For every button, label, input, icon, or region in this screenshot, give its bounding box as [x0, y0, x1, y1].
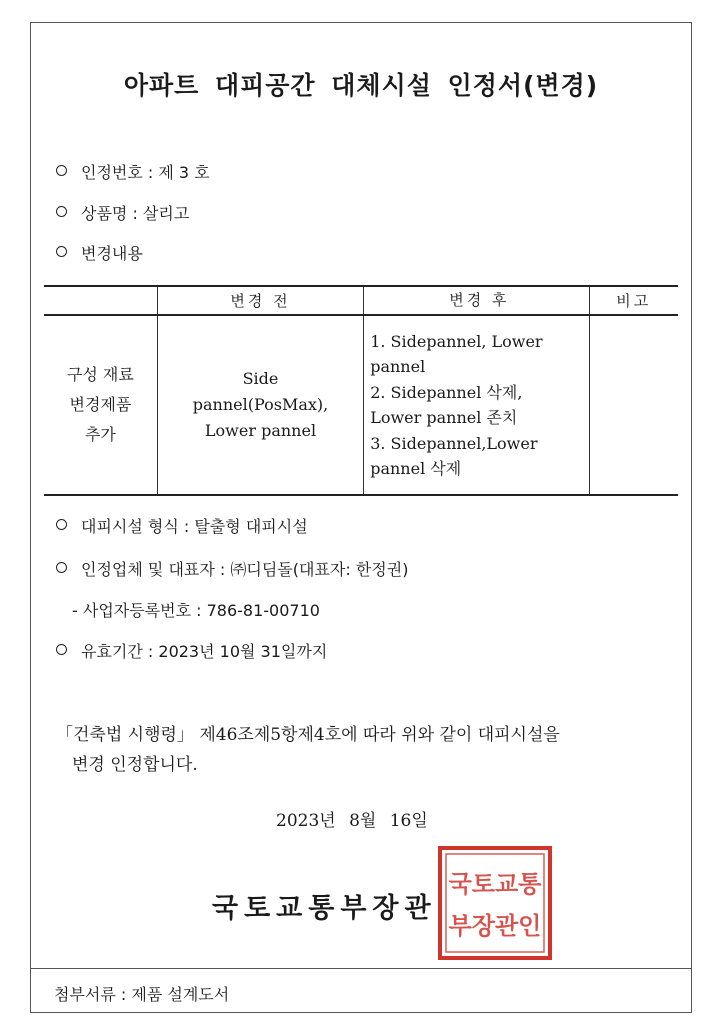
- bullet-circle-icon: [56, 246, 67, 257]
- issue-date: 2023년 8월 16일: [276, 811, 428, 831]
- after-line: 3. Sidepannel,Lower: [370, 433, 538, 453]
- change-table: [44, 285, 678, 496]
- change-content-item: [56, 241, 143, 264]
- bullet-circle-icon: [56, 206, 67, 217]
- category-line: 변경제품: [69, 395, 132, 414]
- company-item: [56, 557, 408, 580]
- header-empty: [44, 286, 157, 315]
- before-line: Side: [242, 369, 279, 388]
- business-reg-text: - 사업자등록번호 : 786-81-00710: [72, 601, 320, 620]
- category-cell: [44, 315, 157, 495]
- company-text: 인정업체 및 대표자 : ㈜디딤돌(대표자: 한정권): [81, 560, 409, 579]
- after-line: pannel: [370, 357, 426, 376]
- after-line: pannel 삭제: [370, 459, 462, 478]
- header-after: 변경 후: [364, 286, 589, 315]
- validity-text: 유효기간 : 2023년 10월 31일까지: [81, 642, 328, 661]
- table-row: [44, 315, 678, 495]
- category-line: 구성 재료: [66, 365, 134, 384]
- official-seal-icon: [436, 844, 554, 962]
- notice-paragraph: [56, 720, 676, 780]
- bullet-circle-icon: [56, 519, 67, 530]
- facility-type-text: 대피시설 형식 : 탈출형 대피시설: [81, 517, 308, 536]
- validity-item: [56, 639, 327, 662]
- bullet-circle-icon: [56, 165, 67, 176]
- seal-text-bottom: 부장관인: [448, 912, 542, 940]
- header-remarks: 비고: [589, 286, 678, 315]
- notice-line: 변경 인정합니다.: [72, 755, 198, 775]
- change-content-text: 변경내용: [81, 244, 143, 263]
- after-line: 1. Sidepannel, Lower: [370, 331, 543, 351]
- header-before: 변경 전: [157, 286, 363, 315]
- table-header-row: [44, 286, 678, 315]
- issuer-name: 국토교통부장관: [212, 893, 437, 924]
- after-cell: [364, 315, 589, 495]
- after-line: 2. Sidepannel 삭제,: [370, 382, 523, 402]
- footer-divider: [30, 968, 692, 969]
- bullet-circle-icon: [56, 562, 67, 573]
- before-line: pannel(PosMax),: [192, 395, 329, 414]
- business-reg-number: [72, 598, 320, 621]
- attachments-text: 첨부서류 : 제품 설계도서: [54, 985, 230, 1004]
- facility-type-item: [56, 514, 308, 537]
- bullet-circle-icon: [56, 644, 67, 655]
- cert-number-text: 인정번호 : 제 3 호: [81, 163, 210, 182]
- document-title: 아파트 대피공간 대체시설 인정서(변경): [123, 71, 599, 100]
- remarks-cell: [589, 315, 678, 495]
- product-name-text: 상품명 : 살리고: [81, 204, 190, 223]
- before-line: Lower pannel: [204, 421, 317, 440]
- category-line: 추가: [84, 425, 116, 444]
- after-line: Lower pannel 존치: [370, 408, 518, 427]
- notice-line: 「건축법 시행령」 제46조제5항제4호에 따라 위와 같이 대피시설을: [56, 725, 560, 745]
- cert-number-item: [56, 160, 210, 183]
- product-name-item: [56, 201, 189, 224]
- before-cell: [157, 315, 363, 495]
- seal-text-top: 국토교통: [448, 870, 542, 898]
